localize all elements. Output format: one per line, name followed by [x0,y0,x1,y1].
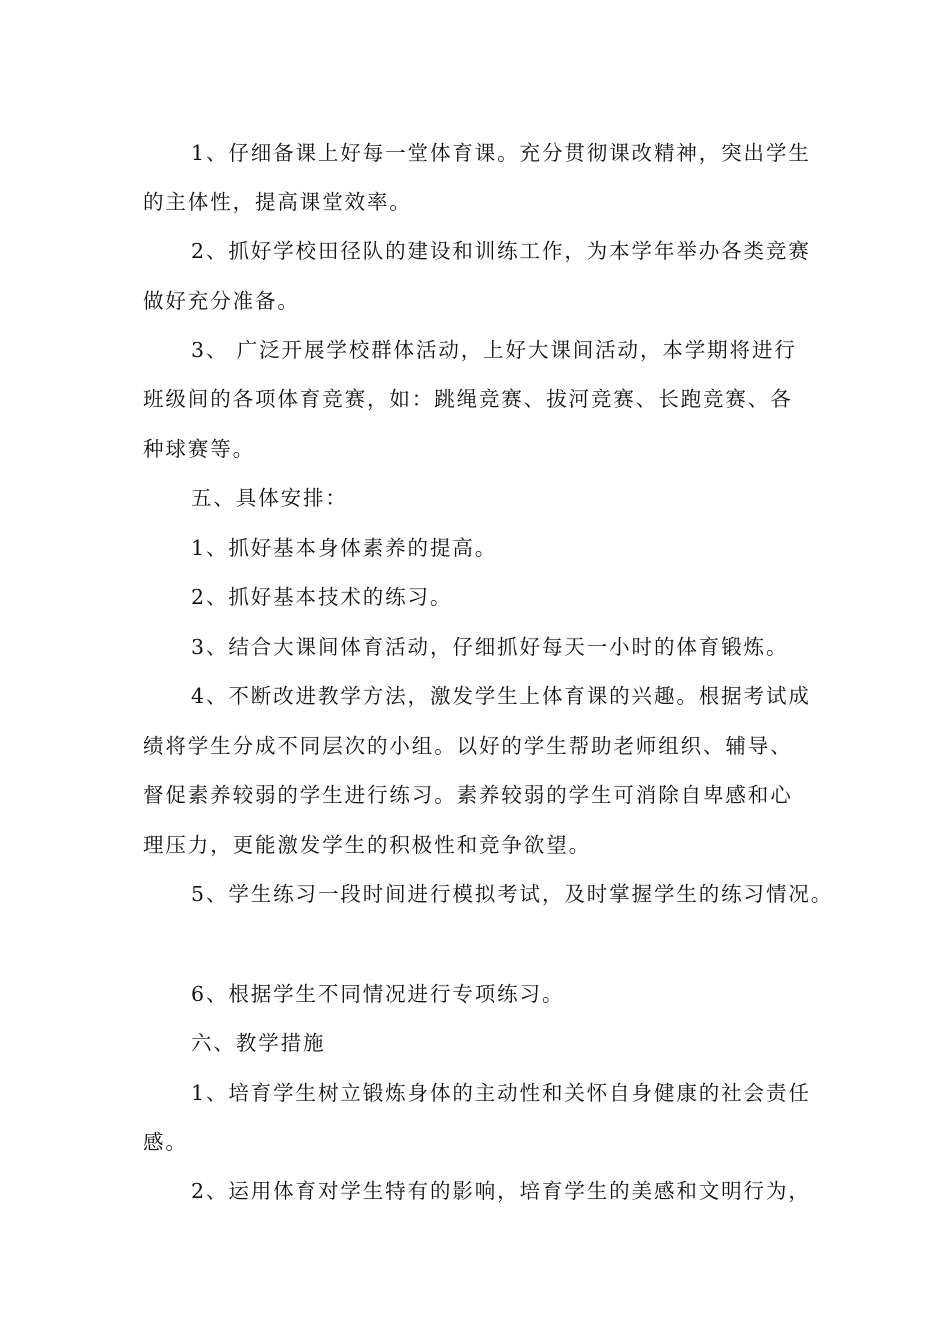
paragraph-line: 3、 广泛开展学校群体活动，上好大课间活动，本学期将进行 [191,338,797,362]
paragraph-line: 2、抓好基本技术的练习。 [191,585,453,609]
paragraph-line: 班级间的各项体育竞赛，如：跳绳竞赛、拔河竞赛、长跑竞赛、各 [143,387,793,411]
paragraph-line: 5、学生练习一段时间进行模拟考试，及时掌握学生的练习情况。 [191,882,834,906]
paragraph-line: 2、运用体育对学生特有的影响，培育学生的美感和文明行为， [191,1179,811,1203]
paragraph-line: 的主体性，提高课堂效率。 [143,190,412,214]
paragraph-line: 督促素养较弱的学生进行练习。素养较弱的学生可消除自卑感和心 [143,783,793,807]
paragraph-line: 1、抓好基本身体素养的提高。 [191,536,498,560]
section-heading: 五、具体安排： [191,486,348,510]
paragraph-line: 3、结合大课间体育活动，仔细抓好每天一小时的体育锻炼。 [191,635,789,659]
paragraph-line: 做好充分准备。 [143,289,300,313]
paragraph-line: 1、仔细备课上好每一堂体育课。充分贯彻课改精神，突出学生 [191,141,811,165]
paragraph-line: 1、培育学生树立锻炼身体的主动性和关怀自身健康的社会责任 [191,1081,811,1105]
paragraph-line: 理压力，更能激发学生的积极性和竞争欲望。 [143,833,591,857]
paragraph-line: 种球赛等。 [143,437,255,461]
paragraph-line: 6、根据学生不同情况进行专项练习。 [191,982,565,1006]
paragraph-line: 绩将学生分成不同层次的小组。以好的学生帮助老师组织、辅导、 [143,734,793,758]
paragraph-line: 2、抓好学校田径队的建设和训练工作，为本学年举办各类竞赛 [191,239,811,263]
paragraph-line: 感。 [143,1130,188,1154]
section-heading: 六、教学措施 [191,1031,326,1055]
paragraph-line: 4、不断改进教学方法，激发学生上体育课的兴趣。根据考试成 [191,684,811,708]
